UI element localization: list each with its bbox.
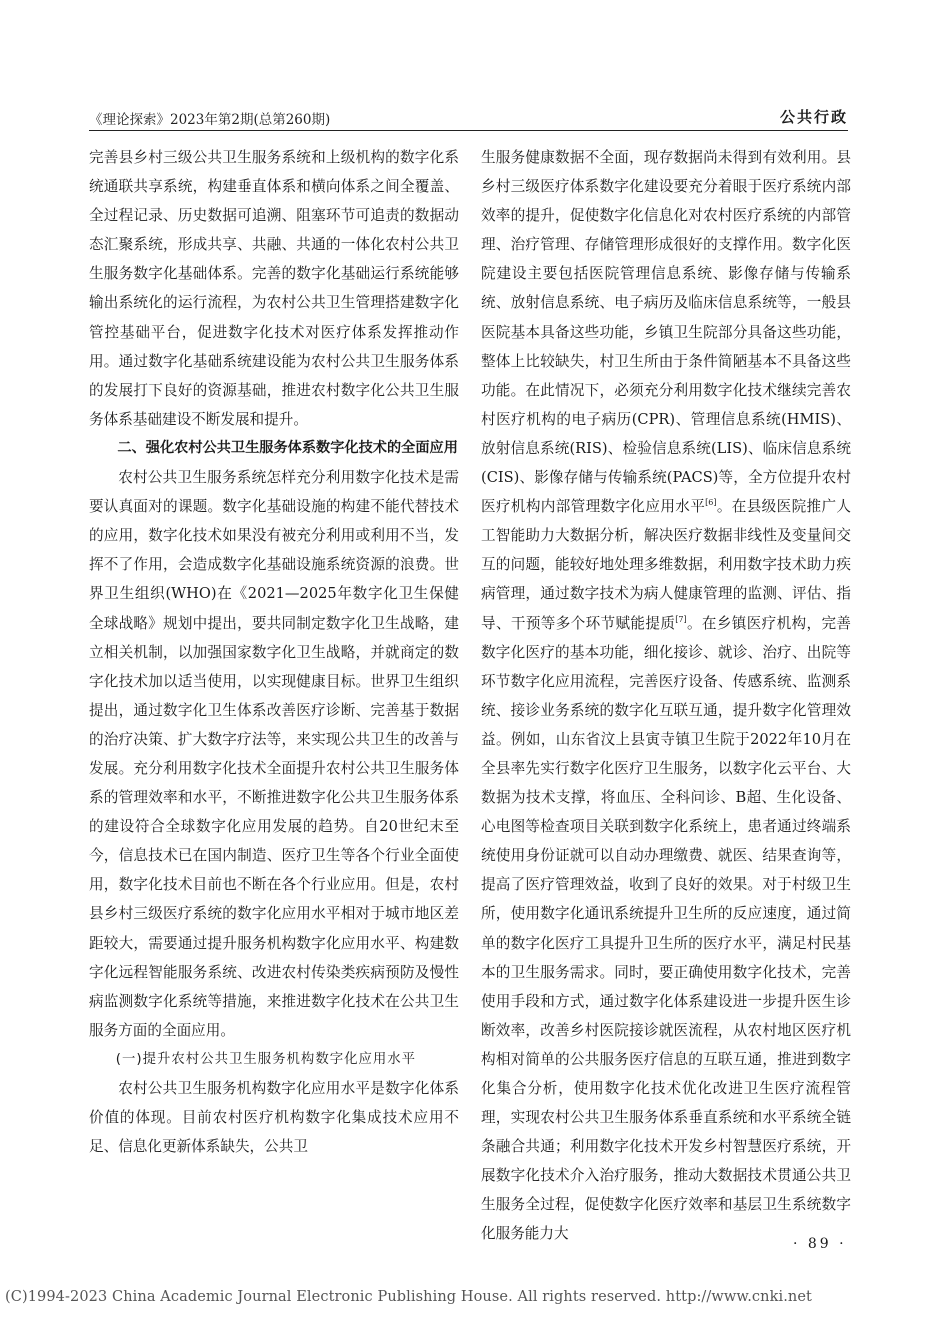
citation-ref: [6] — [705, 498, 717, 508]
paragraph — [481, 143, 851, 1249]
journal-citation: 《理论探索》2023年第2期(总第260期) — [89, 112, 331, 128]
section-title: 公共行政 — [779, 108, 848, 126]
page-number: · 89 · — [793, 1236, 847, 1252]
paragraph: 完善县乡村三级公共卫生服务系统和上级机构的数字化系统通联共享系统，构建垂直体系和横向体系之间全覆盖、全过程记录、历史数据可追溯、阻塞环节可追责的数据动态汇聚系统，形成共享、共融、共通的一体化农村公共卫生服务数字化基础体系。完善的数字化基础运行系统能够输出系统化的运行流程，为农村公共卫生管理搭建数字化管控基础平台，促进数字化技术对医疗体系发挥推动作用。通过数字化基础系统建设能为农村公共卫生服务体系的发展打下良好的资源基础，推进农村数字化公共卫生服务体系基础建设不断发展和提升。 — [89, 149, 459, 428]
paragraph: 农村公共卫生服务机构数字化应用水平是数字化体系价值的体现。目前农村医疗机构数字化集成技术应用不足、信息化更新体系缺失，公共卫 — [89, 1080, 459, 1156]
left-column — [89, 143, 459, 1161]
section-heading: 二、强化农村公共卫生服务体系数字化技术的全面应用 — [117, 439, 458, 456]
text-run: 。在县级医院推广人工智能助力大数据分析，解决医疗数据非线性及变量间交互的问题，能较好地处理多维数据，利用数字技术助力疾病管理，通过数字技术为病人健康管理的监测、评估、指导、干预等多个环节赋能提质 — [481, 498, 851, 632]
header-rule — [89, 130, 848, 131]
text-run: 生服务健康数据不全面，现存数据尚未得到有效利用。县乡村三级医疗体系数字化建设要充分着眼于医疗系统内部效率的提升，促使数字化信息化对农村医疗系统的内部管理、治疗管理、存储管理形成很好的支撑作用。数字化医院建设主要包括医院管理信息系统、影像存储与传输系统、放射信息系统、电子病历及临床信息系统等，一般县医院基本具备这些功能，乡镇卫生院部分具备这些功能，整体上比较缺失，村卫生所由于条件简陋基本不具备这些功能。在此情况下，必须充分利用数字化技术继续完善农村医疗机构的电子病历(CPR)、管理信息系统(HMIS)、放射信息系统(RIS)、检验信息系统(LIS)、临床信息系统(CIS)、影像存储与传输系统(PACS)等，全方位提升农村医疗机构内部管理数字化应用水平 — [481, 149, 851, 516]
copyright-footer: (C)1994-2023 China Academic Journal Electronic Publishing House. All rights reserved. http://www.cnki.net — [5, 1289, 812, 1305]
running-header — [89, 106, 848, 128]
right-column — [481, 143, 851, 1249]
citation-ref: [7] — [675, 614, 687, 624]
subsection-heading: (一)提升农村公共卫生服务机构数字化应用水平 — [115, 1051, 417, 1067]
text-run: 。在乡镇医疗机构，完善数字化医疗的基本功能，细化接诊、就诊、治疗、出院等环节数字化应用流程，完善医疗设备、传感系统、监测系统、接诊业务系统的数字化互联互通，提升数字化管理效益。例如，山东省汶上县寅寺镇卫生院于2022年10月在全县率先实行数字化医疗卫生服务，以数字化云平台、大数据为技术支撑，将血压、全科问诊、B超、生化设备、心电图等检查项目关联到数字化系统上，患者通过终端系统使用身份证就可以自动办理缴费、就医、结果查询等，提高了医疗管理效益，收到了良好的效果。对于村级卫生所，使用数字化通讯系统提升卫生所的反应速度，通过简单的数字化医疗工具提升卫生所的医疗水平，满足村民基本的卫生服务需求。同时，要正确使用数字化技术，完善使用手段和方式，通过数字化体系建设进一步提升医生诊断效率，改善乡村医院接诊就医流程，从农村地区医疗机构相对简单的公共服务医疗信息的互联互通，推进到数字化集合分析，使用数字化技术优化改进卫生医疗流程管理，实现农村公共卫生服务体系垂直系统和水平系统全链条融合共通；利用数字化技术开发乡村智慧医疗系统，开展数字化技术介入治疗服务，推动大数据技术贯通公共卫生服务全过程，促使数字化医疗效率和基层卫生系统数字化服务能力大 — [481, 614, 851, 1243]
paragraph: 农村公共卫生服务系统怎样充分利用数字化技术是需要认真面对的课题。数字化基础设施的构建不能代替技术的应用，数字化技术如果没有被充分利用或利用不当，发挥不了作用，会造成数字化基础设施系统资源的浪费。世界卫生组织(WHO)在《2021—2025年数字化卫生保健全球战略》规划中提出，要共同制定数字化卫生战略，建立相关机制，以加强国家数字化卫生战略，并就商定的数字化技术加以适当使用，以实现健康目标。世界卫生组织提出，通过数字化卫生体系改善医疗诊断、完善基于数据的治疗决策、扩大数字疗法等，来实现公共卫生的改善与发展。充分利用数字化技术全面提升农村公共卫生服务体系的管理效率和水平，不断推进数字化公共卫生服务体系的建设符合全球数字化应用发展的趋势。自20世纪末至今，信息技术已在国内制造、医疗卫生等各个行业全面使用，数字化技术目前也不断在各个行业应用。但是，农村县乡村三级医疗系统的数字化应用水平相对于城市地区差距较大，需要通过提升服务机构数字化应用水平、构建数字化远程智能服务系统、改进农村传染类疾病预防及慢性病监测数字化系统等措施，来推进数字化技术在公共卫生服务方面的全面应用。 — [89, 469, 459, 1039]
